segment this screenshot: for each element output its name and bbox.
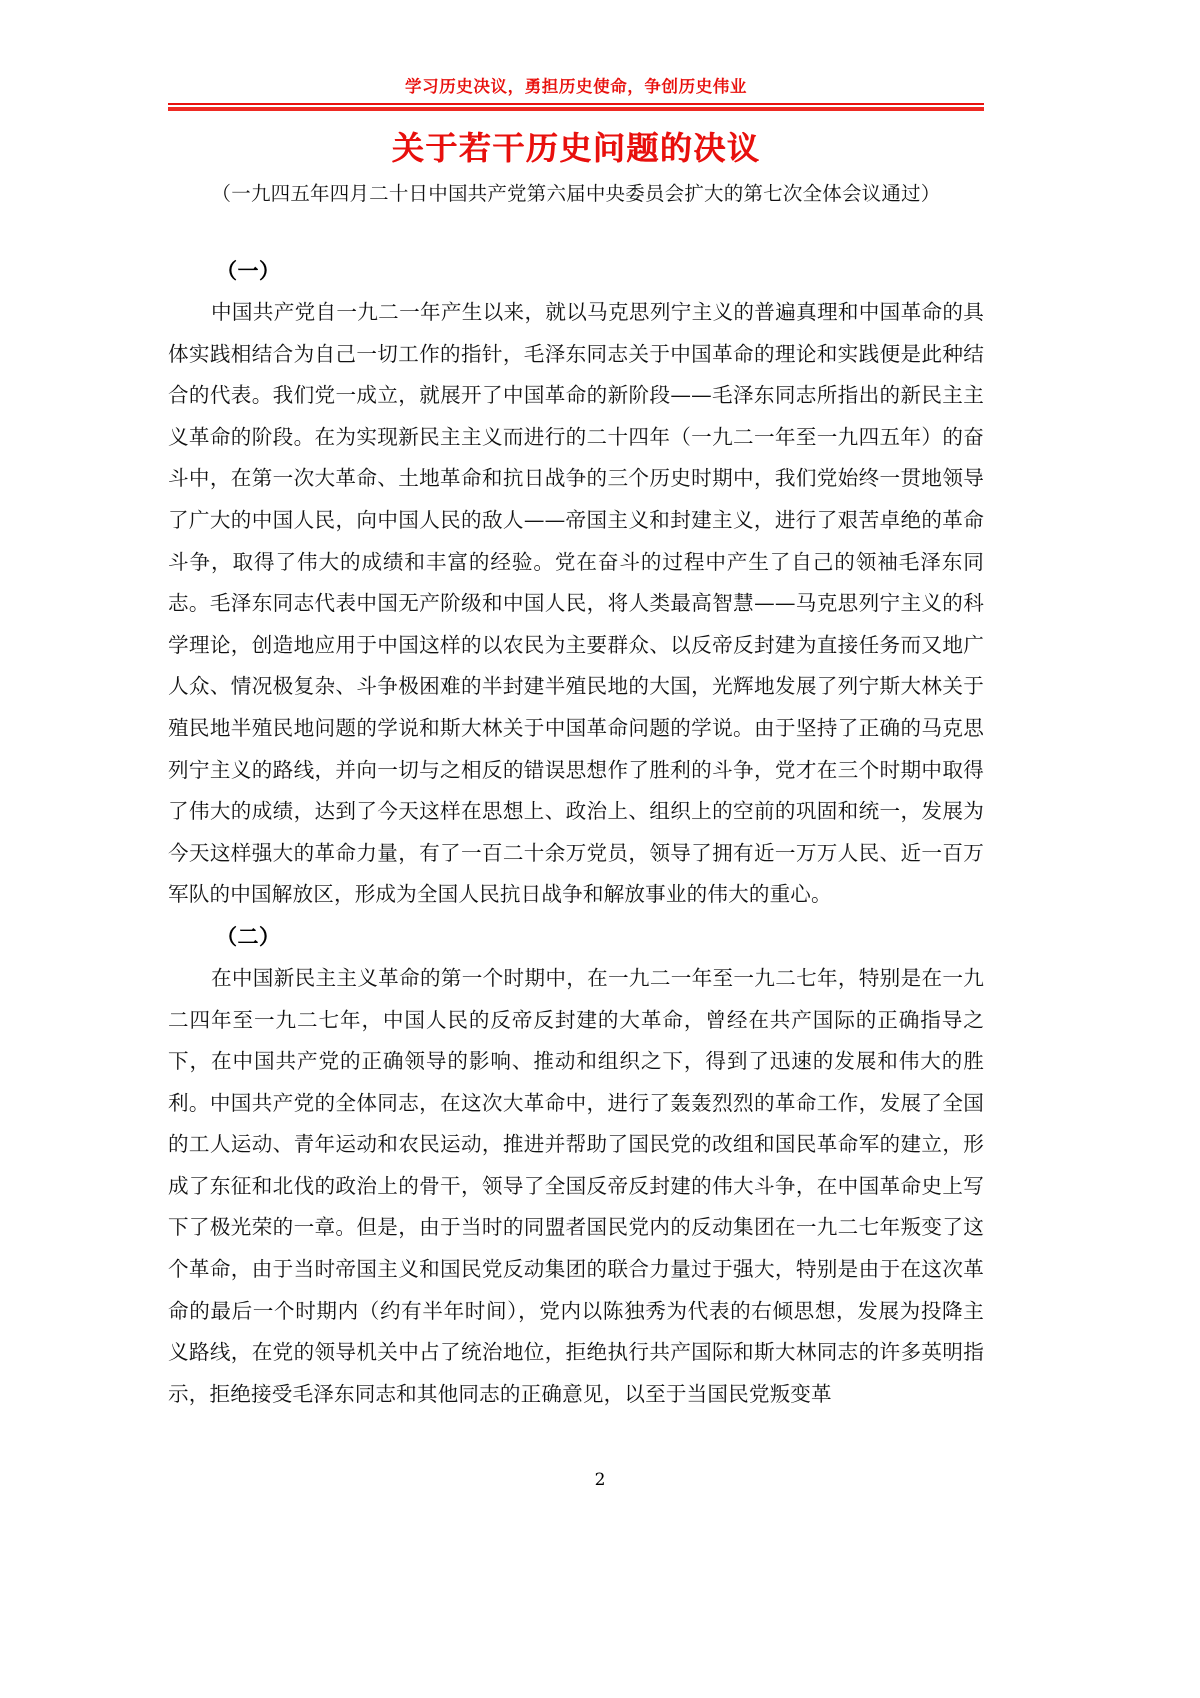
section-paragraph-one: 中国共产党自一九二一年产生以来，就以马克思列宁主义的普遍真理和中国革命的具体实践相结合为自己一切工作的指针，毛泽东同志关于中国革命的理论和实践便是此种结合的代表。我们党一成立，就展开了中国革命的新阶段——毛泽东同志所指出的新民主主义革命的阶段。在为实现新民主主义而进行的二十四年（一九二一年至一九四五年）的奋斗中，在第一次大革命、土地革命和抗日战争的三个历史时期中，我们党始终一贯地领导了广大的中国人民，向中国人民的敌人——帝国主义和封建主义，进行了艰苦卓绝的革命斗争，取得了伟大的成绩和丰富的经验。党在奋斗的过程中产生了自己的领袖毛泽东同志。毛泽东同志代表中国无产阶级和中国人民，将人类最高智慧——马克思列宁主义的科学理论，创造地应用于中国这样的以农民为主要群众、以反帝反封建为直接任务而又地广人众、情况极复杂、斗争极困难的半封建半殖民地的大国，光辉地发展了列宁斯大林关于殖民地半殖民地问题的学说和斯大林关于中国革命问题的学说。由于坚持了正确的马克思列宁主义的路线，并向一切与之相反的错误思想作了胜利的斗争，党才在三个时期中取得了伟大的成绩，达到了今天这样在思想上、政治上、组织上的空前的巩固和统一，发展为今天这样强大的革命力量，有了一百二十余万党员，领导了拥有近一万万人民、近一百万军队的中国解放区，形成为全国人民抗日战争和解放事业的伟大的重心。 [168, 300, 984, 907]
section-heading-one: （一） [216, 259, 281, 283]
header-slogan: 学习历史决议，勇担历史使命，争创历史伟业 [405, 77, 747, 96]
header-rule-thick [168, 107, 984, 111]
title-block [168, 126, 984, 212]
running-header [168, 76, 984, 111]
header-rule-group [168, 103, 984, 111]
document-subtitle: （一九四五年四月二十日中国共产党第六届中央委员会扩大的第七次全体会议通过） [211, 182, 941, 205]
document-body [168, 250, 984, 1415]
page-number: 2 [594, 1470, 606, 1490]
page-title: 关于若干历史问题的决议 [391, 129, 761, 167]
section-paragraph-two: 在中国新民主主义革命的第一个时期中，在一九二一年至一九二七年，特别是在一九二四年至一九二七年，中国人民的反帝反封建的大革命，曾经在共产国际的正确指导之下，在中国共产党的正确领导的影响、推动和组织之下，得到了迅速的发展和伟大的胜利。中国共产党的全体同志，在这次大革命中，进行了轰轰烈烈的革命工作，发展了全国的工人运动、青年运动和农民运动，推进并帮助了国民党的改组和国民革命军的建立，形成了东征和北伐的政治上的骨干，领导了全国反帝反封建的伟大斗争，在中国革命史上写下了极光荣的一章。但是，由于当时的同盟者国民党内的反动集团在一九二七年叛变了这个革命，由于当时帝国主义和国民党反动集团的联合力量过于强大，特别是由于在这次革命的最后一个时期内（约有半年时间），党内以陈独秀为代表的右倾思想，发展为投降主义路线，在党的领导机关中占了统治地位，拒绝执行共产国际和斯大林同志的许多英明指示，拒绝接受毛泽东同志和其他同志的正确意见，以至于当国民党叛变革 [168, 965, 984, 1406]
section-heading-two: （二） [216, 924, 281, 949]
